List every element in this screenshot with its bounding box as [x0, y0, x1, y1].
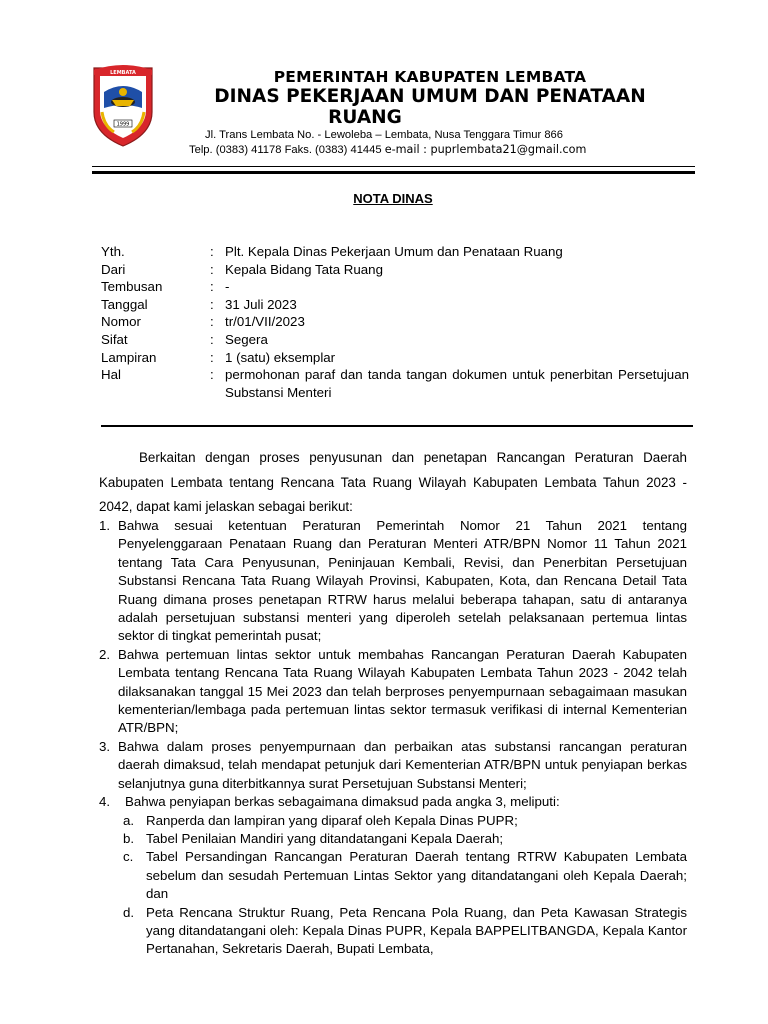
field-key: Sifat: [101, 331, 128, 347]
sub-item-letter: c.: [123, 849, 134, 865]
sub-item-letter: a.: [123, 812, 135, 828]
letterhead-address: Jl. Trans Lembata No. - Lewoleba – Lembata, Nusa Tenggara Timur 866: [205, 129, 563, 141]
list-item-number: 4.: [99, 794, 111, 810]
letterhead-government: PEMERINTAH KABUPATEN LEMBATA: [273, 68, 587, 86]
sub-list-item: [123, 830, 687, 848]
field-key: Nomor: [101, 314, 141, 330]
field-key: Dari: [101, 261, 126, 277]
letterhead-rule-thick: [92, 171, 695, 174]
field-row: [101, 278, 689, 296]
list-item: [99, 517, 687, 646]
list-item-number: 2.: [99, 646, 111, 662]
field-colon: :: [210, 296, 214, 312]
sub-list: [99, 812, 687, 959]
list-item: [99, 738, 687, 793]
list-item-text: Bahwa pertemuan lintas sektor untuk membahas Rancangan Peraturan Daerah Kabupaten Lembata tentang Rencana Tata Ruang Wilayah Kabupaten Lembata Tahun 2023 - 2042 telah dilaksanakan tanggal 15 Mei 2023 dan telah berproses penyempurnaan sebagaimaan masukan kementerian/lembaga pada pertemuan lintas sektor termasuk verifikasi di internal Kementerian ATR/BPN;: [118, 646, 687, 736]
field-key: Hal: [101, 367, 121, 383]
list-item-text: Bahwa dalam proses penyempurnaan dan perbaikan atas substansi rancangan peraturan daerah dimaksud, telah mendapat petunjuk dari Kementerian ATR/BPN untuk penyiapan berkas selanjutnya guna diterbitkannya surat Persetujuan Substansi Menteri;: [118, 738, 687, 791]
field-colon: :: [210, 244, 214, 259]
field-key: Tanggal: [101, 296, 148, 312]
list-item-number: 1.: [99, 518, 111, 533]
field-row: [101, 261, 689, 279]
list-item-text: Bahwa sesuai ketentuan Peraturan Pemerintah Nomor 21 Tahun 2021 tentang Penyelenggaraan Penataan Ruang dan Peraturan Menteri ATR/BPN Nomor 11 Tahun 2021 tentang Tata Cara Penyusunan, Peninjauan Kembali, Revisi, dan Penerbitan Persetujuan Substansi Rencana Tata Ruang Wilayah Provinsi, Kabupaten, Kota, dan Rencana Detail Tata Ruang dimana proses penetapan RTRW harus melalui beberapa tahapan, satu di antaranya adalah persetujuan substansi menteri yang diperoleh setelah pelaksanaan pertemua lintas sektor di tingkat pemerintah pusat;: [118, 518, 687, 644]
email-label: e-mail :: [384, 143, 431, 156]
logo-year-text: 1999: [116, 121, 130, 128]
letterhead-rule-thin: [92, 166, 695, 167]
field-value: tr/01/VII/2023: [225, 314, 305, 330]
field-value: Segera: [225, 331, 268, 347]
field-colon: :: [210, 261, 214, 277]
sub-item-text: Peta Rencana Struktur Ruang, Peta Rencana Pola Ruang, dan Peta Kawasan Strategis yang ditandatangani oleh: Kepala Dinas PUPR, Kepala BAPPELITBANGDA, Kepala Kantor Pertanahan, Sekretaris Daerah, Bupati Lembata,: [146, 904, 687, 957]
letterhead: [160, 68, 700, 128]
list-item-number: 3.: [99, 738, 111, 754]
sub-item-text: Ranperda dan lampiran yang diparaf oleh Kepala Dinas PUPR;: [146, 812, 518, 828]
field-row: [101, 331, 689, 349]
field-value: Kepala Bidang Tata Ruang: [225, 261, 383, 277]
field-colon: :: [210, 349, 214, 365]
sub-list-item: [123, 904, 687, 959]
list-item: [99, 646, 687, 738]
lembata-coat-of-arms-logo: [90, 62, 156, 148]
field-value: 31 Juli 2023: [225, 296, 297, 312]
list-item-text: Bahwa penyiapan berkas sebagaimana dimaksud pada angka 3, meliputi:: [125, 794, 560, 810]
document-title: NOTA DINAS: [353, 191, 433, 206]
numbered-list: [99, 517, 687, 959]
field-row: [101, 296, 689, 314]
field-row: [101, 366, 689, 401]
letterhead-agency: DINAS PEKERJAAN UMUM DAN PENATAAN: [214, 86, 646, 107]
letterhead-agency-cont: RUANG: [328, 107, 402, 128]
field-row: [101, 243, 689, 261]
field-colon: :: [210, 279, 214, 295]
list-item: [99, 793, 687, 811]
field-key: Tembusan: [101, 279, 163, 295]
field-key: Lampiran: [101, 349, 157, 365]
field-value: permohonan paraf dan tanda tangan dokumen untuk penerbitan Persetujuan Substansi Menteri: [225, 367, 689, 400]
intro-paragraph: Berkaitan dengan proses penyusunan dan penetapan Rancangan Peraturan Daerah Kabupaten Lembata tentang Rencana Tata Ruang Wilayah Kabupaten Lembata Tahun 2023 - 2042, dapat kami jelaskan sebagai berikut:: [99, 450, 687, 514]
sub-item-text: Tabel Persandingan Rancangan Peraturan Daerah tentang RTRW Kabupaten Lembata sebelum dan sesudah Pertemuan Lintas Sektor yang ditandatangani oleh Kepala Daerah; dan: [146, 849, 687, 902]
email-address: puprlembata21@gmail.com: [430, 143, 587, 156]
field-colon: :: [210, 367, 214, 383]
memo-header-fields: [101, 243, 689, 401]
section-divider: [101, 425, 693, 427]
field-key: Yth.: [101, 244, 125, 259]
sub-list-item: [123, 848, 687, 903]
sub-item-letter: d.: [123, 904, 135, 920]
letterhead-contact: [189, 143, 586, 156]
field-value: 1 (satu) eksemplar: [225, 349, 336, 365]
field-colon: :: [210, 331, 214, 347]
phone-fax: Telp. (0383) 41178 Faks. (0383) 41445: [189, 144, 385, 156]
sub-item-letter: b.: [123, 830, 135, 846]
field-row: [101, 313, 689, 331]
field-colon: :: [210, 314, 214, 330]
field-row: [101, 349, 689, 367]
logo-banner-text: LEMBATA: [110, 70, 136, 76]
field-value: Plt. Kepala Dinas Pekerjaan Umum dan Penataan Ruang: [225, 244, 563, 259]
sub-list-item: [123, 812, 687, 830]
sub-item-text: Tabel Penilaian Mandiri yang ditandatangani Kepala Daerah;: [146, 830, 504, 846]
field-value: -: [225, 279, 230, 295]
